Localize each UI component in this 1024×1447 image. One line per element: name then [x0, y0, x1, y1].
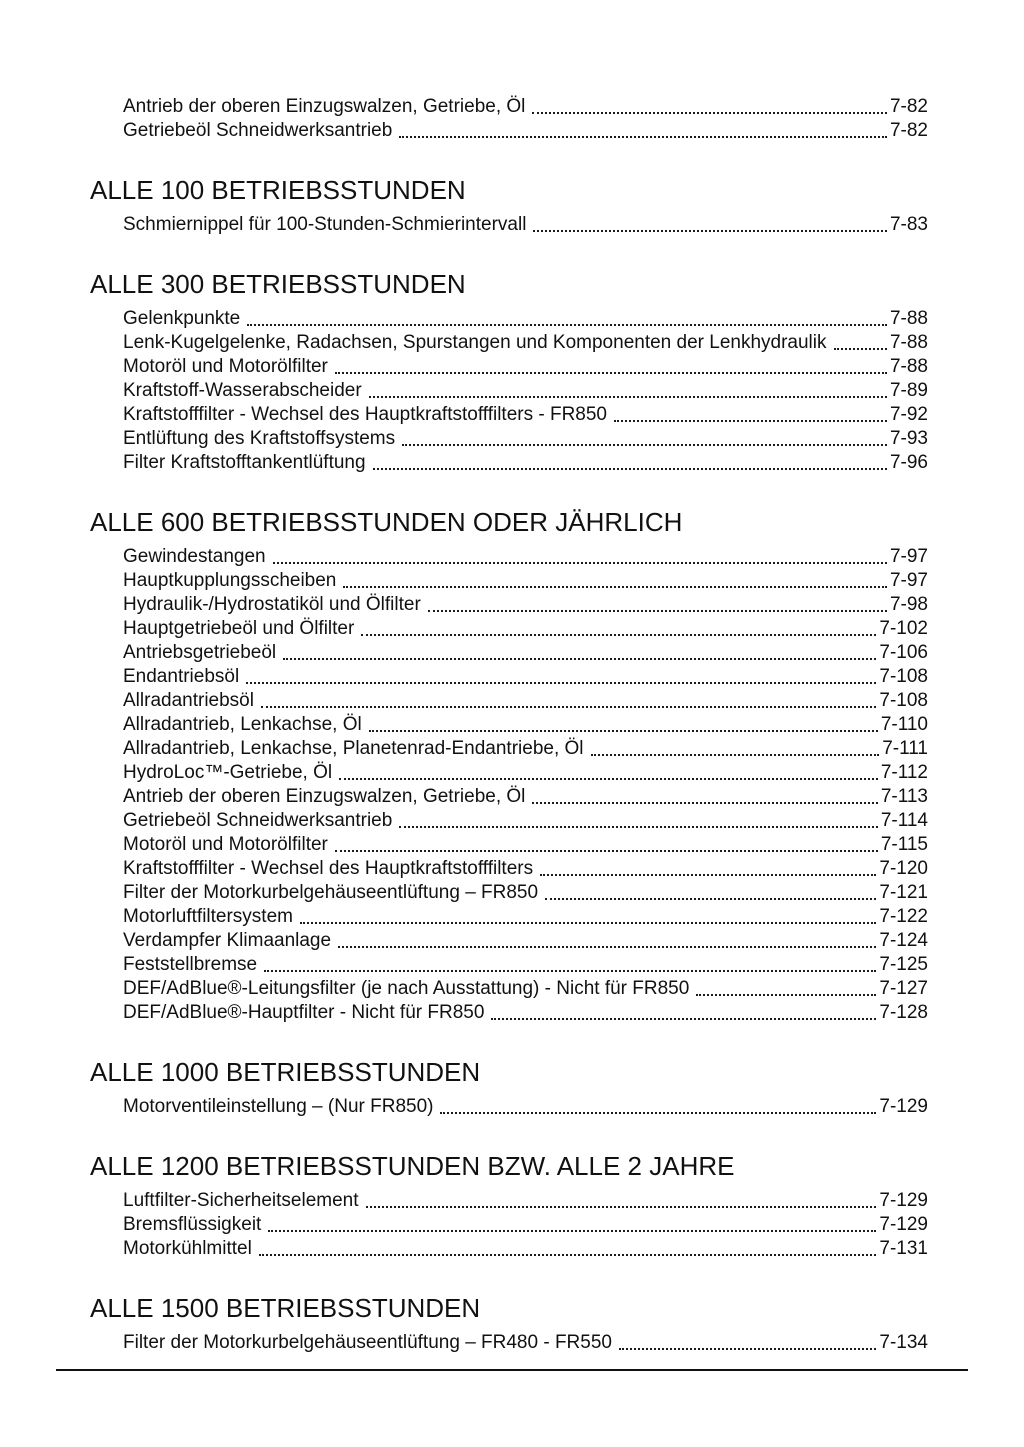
entry-page-number: 7-92: [889, 404, 928, 425]
toc-entry: [123, 713, 928, 737]
dot-leader: [369, 396, 887, 398]
entry-page-number: 7-127: [879, 978, 928, 999]
entry-page-number: 7-114: [880, 810, 928, 831]
entry-label: Allradantriebsöl: [123, 690, 254, 711]
toc-entry: [123, 785, 928, 809]
toc-section: [90, 95, 928, 143]
entry-page-number: 7-89: [889, 380, 928, 401]
entry-page-number: 7-122: [879, 906, 928, 927]
toc-section: [90, 269, 928, 475]
toc-entry: [123, 977, 928, 1001]
entry-page-number: 7-97: [889, 546, 928, 567]
entry-label: Luftfilter-Sicherheitselement: [123, 1190, 359, 1211]
entry-label: Filter der Motorkurbelgehäuseentlüftung – FR850: [123, 882, 539, 903]
entry-page-number: 7-134: [879, 1332, 928, 1353]
entry-label: Getriebeöl Schneidwerksantrieb: [123, 120, 393, 141]
footer-rule: [56, 1369, 968, 1371]
toc-entry: [123, 953, 928, 977]
entry-label: Hauptgetriebeöl und Ölfilter: [123, 618, 355, 639]
toc-entry: [123, 665, 928, 689]
toc-entry: [123, 379, 928, 403]
dot-leader: [268, 1230, 876, 1232]
entry-label: Lenk-Kugelgelenke, Radachsen, Spurstangen und Komponenten der Lenkhydraulik: [123, 332, 827, 353]
dot-leader: [339, 778, 878, 780]
entry-label: Schmiernippel für 100-Stunden-Schmierintervall: [123, 214, 527, 235]
entry-label: Motorluftfiltersystem: [123, 906, 293, 927]
entry-page-number: 7-111: [882, 738, 928, 759]
entry-page-number: 7-88: [889, 332, 928, 353]
toc-entry: [123, 355, 928, 379]
dot-leader: [532, 802, 877, 804]
toc-entry: [123, 427, 928, 451]
entry-label: Feststellbremse: [123, 954, 258, 975]
section-entries: [90, 213, 928, 237]
entry-page-number: 7-93: [889, 428, 928, 449]
dot-leader: [300, 922, 876, 924]
dot-leader: [373, 468, 887, 470]
dot-leader: [428, 610, 887, 612]
entry-label: Gelenkpunkte: [123, 308, 241, 329]
dot-leader: [283, 658, 876, 660]
entry-page-number: 7-125: [879, 954, 928, 975]
entry-label: Motoröl und Motorölfilter: [123, 834, 328, 855]
toc-section: [90, 1057, 928, 1119]
dot-leader: [532, 112, 887, 114]
dot-leader: [338, 946, 876, 948]
dot-leader: [540, 874, 876, 876]
entry-label: Antrieb der oberen Einzugswalzen, Getriebe, Öl: [123, 96, 526, 117]
dot-leader: [545, 898, 876, 900]
entry-label: Filter der Motorkurbelgehäuseentlüftung – FR480 - FR550: [123, 1332, 612, 1353]
entry-page-number: 7-120: [879, 858, 928, 879]
dot-leader: [399, 826, 878, 828]
entry-page-number: 7-108: [879, 666, 928, 687]
dot-leader: [366, 1206, 877, 1208]
toc-entry: [123, 307, 928, 331]
dot-leader: [369, 730, 878, 732]
toc-entry: [123, 761, 928, 785]
dot-leader: [246, 682, 876, 684]
dot-leader: [335, 372, 887, 374]
entry-label: Antriebsgetriebeöl: [123, 642, 277, 663]
entry-label: Motorkühlmittel: [123, 1238, 252, 1259]
toc-section: [90, 507, 928, 1025]
toc-entry: [123, 809, 928, 833]
entry-label: Entlüftung des Kraftstoffsystems: [123, 428, 396, 449]
entry-page-number: 7-88: [889, 308, 928, 329]
entry-label: Antrieb der oberen Einzugswalzen, Getriebe, Öl: [123, 786, 526, 807]
entry-label: Allradantrieb, Lenkachse, Öl: [123, 714, 362, 735]
dot-leader: [343, 586, 887, 588]
entry-label: HydroLoc™-Getriebe, Öl: [123, 762, 333, 783]
toc-section: [90, 1151, 928, 1261]
toc-entry: [123, 833, 928, 857]
entry-page-number: 7-128: [879, 1002, 928, 1023]
dot-leader: [259, 1254, 877, 1256]
toc-entry: [123, 213, 928, 237]
entry-page-number: 7-108: [879, 690, 928, 711]
entry-label: Motoröl und Motorölfilter: [123, 356, 328, 377]
entry-label: Verdampfer Klimaanlage: [123, 930, 332, 951]
section-heading: ALLE 1200 BETRIEBSSTUNDEN BZW. ALLE 2 JAHRE: [90, 1151, 735, 1181]
toc-entry: [123, 617, 928, 641]
toc-entry: [123, 1237, 928, 1261]
section-entries: [90, 1189, 928, 1261]
dot-leader: [402, 444, 887, 446]
toc-section: [90, 1293, 928, 1355]
entry-page-number: 7-82: [889, 120, 928, 141]
dot-leader: [591, 754, 880, 756]
dot-leader: [335, 850, 878, 852]
dot-leader: [247, 324, 887, 326]
dot-leader: [696, 994, 876, 996]
entry-page-number: 7-115: [880, 834, 928, 855]
entry-label: Motorventileinstellung – (Nur FR850): [123, 1096, 434, 1117]
toc-entry: [123, 1213, 928, 1237]
section-entries: [90, 1095, 928, 1119]
toc-entry: [123, 1189, 928, 1213]
toc-entry: [123, 881, 928, 905]
entry-page-number: 7-106: [879, 642, 928, 663]
dot-leader: [619, 1348, 876, 1350]
section-heading: ALLE 1500 BETRIEBSSTUNDEN: [90, 1293, 481, 1323]
section-heading: ALLE 1000 BETRIEBSSTUNDEN: [90, 1057, 481, 1087]
entry-page-number: 7-112: [880, 762, 928, 783]
entry-label: Kraftstofffilter - Wechsel des Hauptkraftstofffilters: [123, 858, 534, 879]
entry-page-number: 7-97: [889, 570, 928, 591]
dot-leader: [361, 634, 876, 636]
toc-entry: [123, 857, 928, 881]
section-entries: [90, 1331, 928, 1355]
toc-entry: [123, 737, 928, 761]
toc-entry: [123, 569, 928, 593]
toc-entry: [123, 451, 928, 475]
entry-page-number: 7-113: [880, 786, 928, 807]
toc-entry: [123, 641, 928, 665]
dot-leader: [614, 420, 887, 422]
toc-entry: [123, 331, 928, 355]
section-entries: [90, 545, 928, 1025]
toc-entry: [123, 1001, 928, 1025]
entry-page-number: 7-110: [880, 714, 928, 735]
entry-page-number: 7-88: [889, 356, 928, 377]
entry-label: Getriebeöl Schneidwerksantrieb: [123, 810, 393, 831]
dot-leader: [440, 1112, 876, 1114]
dot-leader: [491, 1018, 876, 1020]
section-entries: [90, 95, 928, 143]
entry-page-number: 7-129: [879, 1096, 928, 1117]
toc-entry: [123, 689, 928, 713]
toc-entry: [123, 119, 928, 143]
toc-entry: [123, 1331, 928, 1355]
entry-page-number: 7-124: [879, 930, 928, 951]
entry-label: Kraftstofffilter - Wechsel des Hauptkraftstofffilters - FR850: [123, 404, 607, 425]
entry-page-number: 7-129: [879, 1214, 928, 1235]
entry-page-number: 7-121: [879, 882, 928, 903]
dot-leader: [533, 230, 887, 232]
entry-label: DEF/AdBlue®-Hauptfilter - Nicht für FR850: [123, 1002, 485, 1023]
section-entries: [90, 307, 928, 475]
entry-label: Kraftstoff-Wasserabscheider: [123, 380, 362, 401]
entry-label: Hauptkupplungsscheiben: [123, 570, 337, 591]
entry-page-number: 7-98: [889, 594, 928, 615]
toc-entry: [123, 929, 928, 953]
dot-leader: [264, 970, 876, 972]
dot-leader: [834, 348, 887, 350]
entry-page-number: 7-82: [889, 96, 928, 117]
dot-leader: [399, 136, 887, 138]
entry-label: DEF/AdBlue®-Leitungsfilter (je nach Ausstattung) - Nicht für FR850: [123, 978, 690, 999]
entry-label: Gewindestangen: [123, 546, 266, 567]
toc-entry: [123, 403, 928, 427]
entry-page-number: 7-131: [879, 1238, 928, 1259]
table-of-contents: [90, 95, 928, 1355]
section-heading: ALLE 600 BETRIEBSSTUNDEN ODER JÄHRLICH: [90, 507, 683, 537]
toc-entry: [123, 593, 928, 617]
toc-entry: [123, 1095, 928, 1119]
entry-label: Bremsflüssigkeit: [123, 1214, 262, 1235]
toc-section: [90, 175, 928, 237]
entry-label: Hydraulik-/Hydrostatiköl und Ölfilter: [123, 594, 421, 615]
entry-label: Filter Kraftstofftankentlüftung: [123, 452, 366, 473]
toc-entry: [123, 905, 928, 929]
entry-page-number: 7-83: [889, 214, 928, 235]
entry-page-number: 7-129: [879, 1190, 928, 1211]
toc-entry: [123, 95, 928, 119]
section-heading: ALLE 100 BETRIEBSSTUNDEN: [90, 175, 466, 205]
entry-label: Allradantrieb, Lenkachse, Planetenrad-Endantriebe, Öl: [123, 738, 584, 759]
toc-entry: [123, 545, 928, 569]
entry-page-number: 7-96: [889, 452, 928, 473]
entry-page-number: 7-102: [879, 618, 928, 639]
section-heading: ALLE 300 BETRIEBSSTUNDEN: [90, 269, 466, 299]
dot-leader: [273, 562, 887, 564]
entry-label: Endantriebsöl: [123, 666, 240, 687]
dot-leader: [261, 706, 876, 708]
